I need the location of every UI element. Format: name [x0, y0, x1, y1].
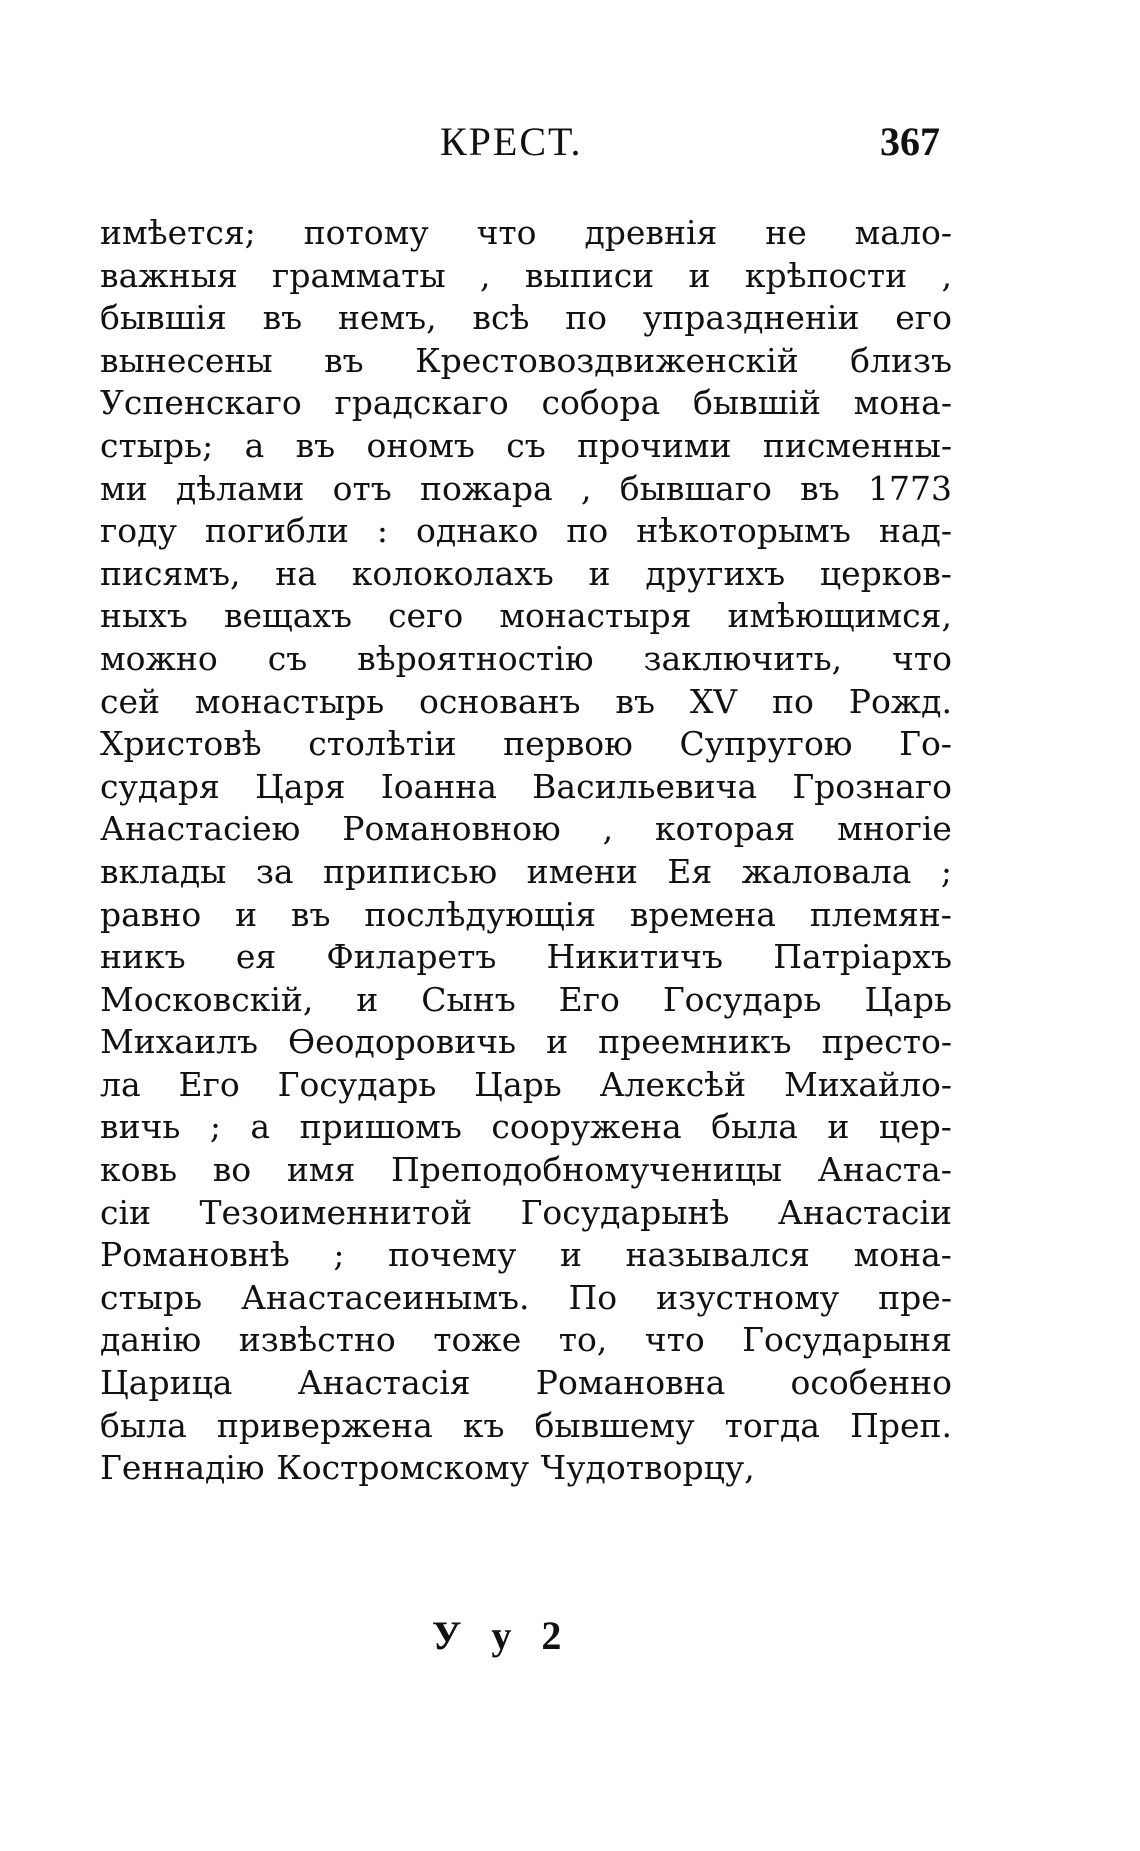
word: отъ — [332, 468, 392, 508]
word: жаловала — [741, 851, 912, 891]
text-line — [100, 1149, 952, 1192]
word: Михаилъ — [100, 1022, 259, 1062]
text-line — [100, 468, 952, 511]
word: мало- — [854, 213, 952, 252]
word: извѣстно — [238, 1320, 396, 1360]
word: многіе — [837, 809, 952, 849]
word: колоколахъ — [351, 553, 554, 593]
word: Анаста- — [817, 1150, 952, 1190]
word: и — [356, 979, 379, 1019]
word: градскаго — [334, 383, 509, 423]
word: ла — [100, 1064, 141, 1104]
word: Тезоименнитой — [199, 1192, 473, 1232]
word: погибли — [204, 511, 349, 551]
word: Романовною — [342, 809, 561, 849]
word: вклады — [100, 851, 227, 891]
word: Чудотворцу, — [540, 1448, 755, 1488]
word: племян- — [809, 894, 952, 934]
text-line — [100, 1362, 952, 1405]
word: что — [892, 638, 952, 678]
word: привержена — [216, 1405, 433, 1445]
word: важныя — [100, 255, 238, 295]
word: крѣпости — [744, 255, 908, 295]
word: по — [566, 511, 609, 551]
text-line — [100, 297, 952, 340]
word: Государь — [277, 1064, 437, 1104]
word: нѣкоторымъ — [636, 511, 851, 551]
body-text — [100, 212, 952, 1490]
text-line — [100, 255, 952, 298]
word: что — [644, 1320, 705, 1360]
word: стырь — [100, 1277, 203, 1317]
word: церков- — [819, 553, 952, 593]
word: можно — [100, 638, 218, 678]
word: грамматы — [272, 255, 446, 295]
word: пожара — [420, 468, 553, 508]
word: ономъ — [366, 425, 475, 465]
word: Рожд. — [848, 681, 952, 721]
word: над- — [878, 511, 952, 551]
word: и — [688, 255, 711, 295]
word: Супругою — [679, 724, 853, 764]
word: 1773 — [867, 468, 952, 508]
signature-mark: У у 2 — [432, 1613, 572, 1658]
word: Царица — [100, 1363, 233, 1403]
word: цер- — [878, 1107, 952, 1147]
word: пришомъ — [299, 1107, 462, 1147]
word: имѣющимся, — [727, 596, 952, 636]
word: , — [941, 255, 952, 295]
word: послѣдующія — [364, 894, 597, 934]
word: Царя — [255, 766, 346, 806]
word: въ — [290, 894, 331, 934]
text-line — [100, 1405, 952, 1448]
word: Царь — [474, 1064, 562, 1104]
word: Христовѣ — [100, 724, 262, 764]
word: основанъ — [419, 681, 581, 721]
word: Успенскаго — [100, 383, 302, 423]
word: бывшія — [100, 298, 227, 338]
word: вѣроятностію — [357, 638, 594, 678]
word: XV — [689, 681, 738, 721]
word: и — [827, 1107, 850, 1147]
word: По — [568, 1277, 618, 1317]
word: то, — [558, 1320, 608, 1360]
running-head: КРЕСТ. — [440, 119, 583, 164]
word: изустному — [656, 1277, 840, 1317]
word: Никитичъ — [546, 937, 723, 977]
word: монастырь — [194, 681, 385, 721]
word: Анастасія — [297, 1363, 471, 1403]
word: ; — [333, 1235, 345, 1275]
word: писямъ, — [100, 553, 241, 593]
word: ея — [235, 937, 277, 977]
word: имени — [526, 851, 638, 891]
text-line — [100, 212, 952, 255]
word: Анастасеинымъ. — [241, 1277, 530, 1317]
word: ; — [209, 1107, 221, 1147]
word: Государыня — [742, 1320, 952, 1360]
word: въ — [295, 425, 336, 465]
text-line — [100, 1021, 952, 1064]
text-line — [100, 1277, 952, 1320]
word: Его — [178, 1064, 240, 1104]
word: мона- — [853, 383, 952, 423]
word: Филаретъ — [326, 937, 497, 977]
word: сей — [100, 681, 161, 721]
word: времена — [629, 894, 776, 934]
word: его — [895, 298, 952, 338]
word: собора — [541, 383, 661, 423]
word: Крестовоздвиженскій — [415, 340, 799, 380]
word: Его — [558, 979, 620, 1019]
word: Романовна — [535, 1363, 726, 1403]
word: Геннадію — [100, 1448, 265, 1488]
word: имя — [286, 1150, 356, 1190]
text-line — [100, 723, 952, 766]
text-line — [100, 1234, 952, 1277]
word: преемникъ — [598, 1022, 792, 1062]
text-line — [100, 1447, 952, 1490]
text-line — [100, 851, 952, 894]
word: на — [275, 553, 317, 593]
word: ; — [940, 851, 952, 891]
word: сооружена — [491, 1107, 682, 1147]
word: сего — [388, 596, 464, 636]
word: Костромскому — [276, 1448, 530, 1488]
text-line — [100, 638, 952, 681]
word: Государынѣ — [520, 1192, 730, 1232]
word: въ — [800, 468, 840, 508]
word: а — [244, 425, 265, 465]
word: была — [711, 1107, 798, 1147]
word: и — [546, 1022, 569, 1062]
text-line — [100, 808, 952, 851]
word: съ — [506, 425, 546, 465]
word: въ — [262, 298, 303, 338]
word: , — [580, 468, 592, 508]
word: дѣлами — [175, 468, 305, 508]
word: въ — [324, 340, 364, 380]
word: другихъ — [645, 553, 786, 593]
word: равно — [100, 894, 202, 934]
word: Анастасіею — [100, 809, 301, 849]
word: и — [235, 894, 258, 934]
word: столѣтіи — [308, 724, 457, 764]
word: сіи — [100, 1192, 152, 1232]
word: съ — [267, 638, 308, 678]
word: монастыря — [499, 596, 692, 636]
text-line — [100, 1064, 952, 1107]
text-line — [100, 553, 952, 596]
word: близъ — [850, 340, 952, 380]
word: Грознаго — [792, 766, 952, 806]
word: всѣ — [472, 298, 530, 338]
word: Московскій, — [100, 979, 314, 1019]
text-line — [100, 766, 952, 809]
word: прочими — [577, 425, 732, 465]
word: къ — [462, 1405, 505, 1445]
word: тоже — [433, 1320, 522, 1360]
word: Васильевича — [532, 766, 758, 806]
word: ныхъ — [100, 596, 188, 636]
word: Михайло- — [783, 1064, 952, 1104]
word: потому — [303, 213, 429, 252]
word: писменны- — [762, 425, 952, 465]
word: особенно — [790, 1363, 952, 1403]
word: , — [602, 809, 614, 849]
word: Сынъ — [421, 979, 516, 1019]
word: данію — [100, 1320, 202, 1360]
word: никъ — [100, 937, 186, 977]
word: древнія — [584, 213, 718, 252]
text-line — [100, 681, 952, 724]
text-line — [100, 1106, 952, 1149]
word: немъ, — [337, 298, 437, 338]
word: назывался — [625, 1235, 810, 1275]
word: бывшаго — [619, 468, 772, 508]
word: по — [772, 681, 814, 721]
word: Преп. — [850, 1405, 952, 1445]
word: упраздненіи — [642, 298, 860, 338]
text-line — [100, 510, 952, 553]
word: ми — [100, 468, 148, 508]
word: Государь — [662, 979, 822, 1019]
word: вещахъ — [223, 596, 353, 636]
word: и — [588, 553, 611, 593]
word: Го- — [899, 724, 952, 764]
word: была — [100, 1405, 187, 1445]
word: а — [250, 1107, 271, 1147]
word: вынесены — [100, 340, 273, 380]
page-header — [100, 118, 940, 178]
text-line — [100, 340, 952, 383]
text-line — [100, 894, 952, 937]
text-line — [100, 936, 952, 979]
word: стырь; — [100, 425, 214, 465]
word: вичь — [100, 1107, 181, 1147]
word: году — [100, 511, 177, 551]
word: престо- — [821, 1022, 952, 1062]
word: заключить, — [643, 638, 843, 678]
word: мона- — [853, 1235, 952, 1275]
word: не — [765, 213, 807, 252]
text-line — [100, 382, 952, 425]
word: сударя — [100, 766, 220, 806]
word: Ѳеодоровичь — [288, 1022, 517, 1062]
text-line — [100, 979, 952, 1022]
word: почему — [388, 1235, 517, 1275]
word: Романовнѣ — [100, 1235, 290, 1275]
word: приписью — [322, 851, 498, 891]
word: Іоанна — [380, 766, 497, 806]
word: имѣется; — [100, 213, 256, 252]
word: пре- — [878, 1277, 952, 1317]
word: : — [376, 511, 389, 551]
text-line — [100, 1192, 952, 1235]
text-line — [100, 1319, 952, 1362]
word: по — [565, 298, 608, 338]
word: Алексѣй — [599, 1064, 747, 1104]
word: бывшему — [534, 1405, 695, 1445]
word: Ея — [667, 851, 713, 891]
word: и — [559, 1235, 582, 1275]
word: тогда — [724, 1405, 820, 1445]
word: которая — [654, 809, 796, 849]
word: Анастасіи — [777, 1192, 952, 1232]
word: за — [255, 851, 294, 891]
word: въ — [615, 681, 655, 721]
word: , — [480, 255, 491, 295]
text-line — [100, 425, 952, 468]
word: первою — [503, 724, 633, 764]
word: ковь — [100, 1150, 178, 1190]
page-number: 367 — [880, 119, 940, 164]
text-line — [100, 595, 952, 638]
word: Патріархъ — [773, 937, 952, 977]
word: Преподобномученицы — [390, 1150, 783, 1190]
word: во — [212, 1150, 252, 1190]
word: Царь — [864, 979, 952, 1019]
word: выписи — [524, 255, 655, 295]
word: бывшій — [693, 383, 821, 423]
word: что — [476, 213, 537, 252]
word: однако — [416, 511, 539, 551]
